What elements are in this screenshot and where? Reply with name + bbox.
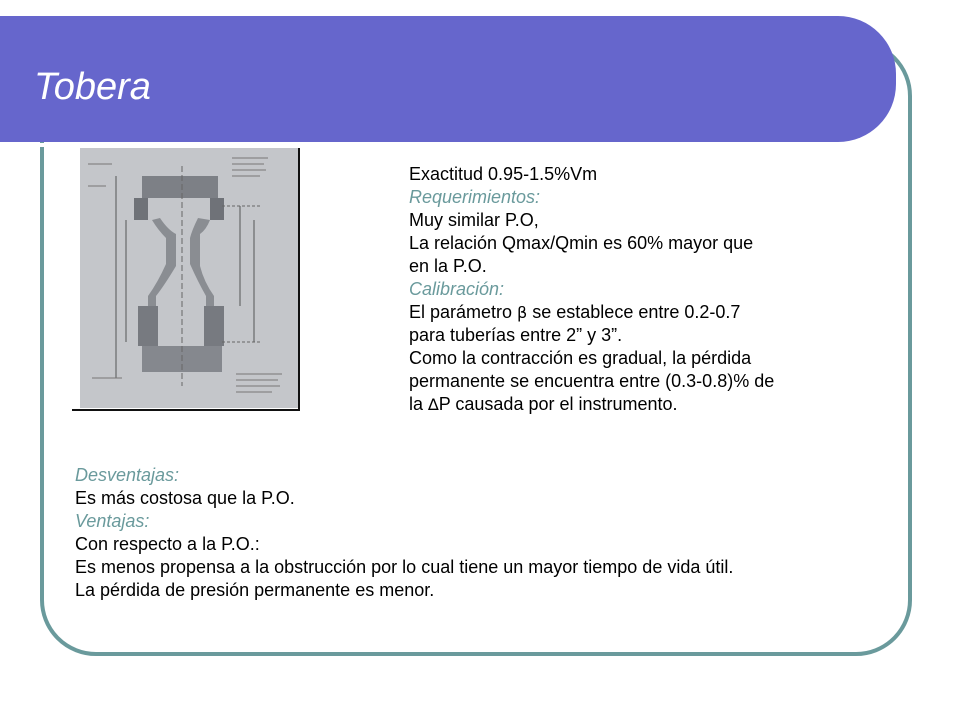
exactitud-text: Exactitud 0.95-1.5%Vm [409, 164, 598, 184]
ventajas-heading: Ventajas: [75, 511, 150, 531]
calibracion-line-1-pre: El parámetro [409, 302, 518, 322]
title-bar [0, 16, 896, 142]
calibracion-line-1 [409, 301, 774, 324]
calibracion-line-1-post: se establece entre 0.2-0.7 [527, 302, 741, 322]
requerimientos-line-1: Muy similar P.O, [409, 210, 539, 230]
beta-symbol: β [517, 303, 528, 322]
calibracion-line-5 [409, 393, 774, 416]
requerimientos-line-3: en la P.O. [409, 256, 487, 276]
calibracion-line-5-pre: la [409, 394, 429, 414]
nozzle-figure [72, 146, 302, 412]
right-text-block [409, 163, 774, 416]
ventajas-line-1: Con respecto a la P.O.: [75, 534, 260, 554]
calibracion-heading: Calibración: [409, 279, 505, 299]
requerimientos-heading: Requerimientos: [409, 187, 541, 207]
calibracion-line-2: para tuberías entre 2” y 3”. [409, 325, 623, 345]
calibracion-line-5-post: P causada por el instrumento. [438, 394, 678, 414]
ventajas-line-2: Es menos propensa a la obstrucción por lo cual tiene un mayor tiempo de vida útil. [75, 557, 734, 577]
slide-title: Tobera [34, 66, 151, 108]
nozzle-diagram-icon [72, 146, 302, 412]
bottom-text-block [75, 464, 733, 602]
requerimientos-line-2: La relación Qmax/Qmin es 60% mayor que [409, 233, 754, 253]
ventajas-line-3: La pérdida de presión permanente es menor. [75, 580, 435, 600]
calibracion-line-3: Como la contracción es gradual, la pérdida [409, 348, 752, 368]
desventajas-line-1: Es más costosa que la P.O. [75, 488, 295, 508]
calibracion-line-4: permanente se encuentra entre (0.3-0.8)% de [409, 371, 775, 391]
delta-symbol: ∆ [428, 395, 439, 414]
desventajas-heading: Desventajas: [75, 465, 180, 485]
